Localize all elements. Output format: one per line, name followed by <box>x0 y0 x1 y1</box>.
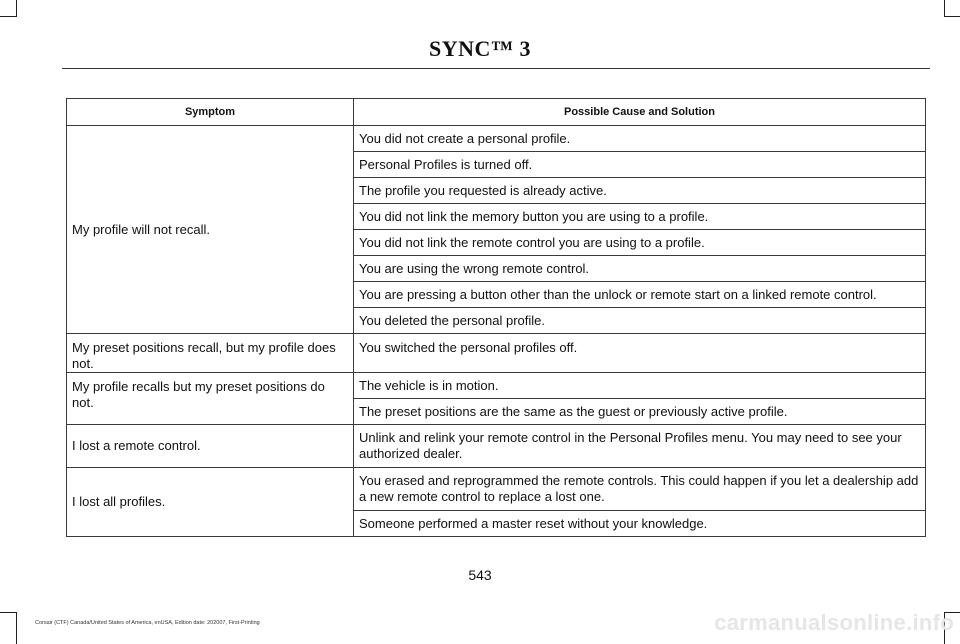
solution-cell: You deleted the personal profile. <box>354 308 926 334</box>
solution-cell: You switched the personal profiles off. <box>354 334 926 373</box>
table-row <box>67 373 926 399</box>
solution-cell: The profile you requested is already active. <box>354 178 926 204</box>
solution-cell: You are using the wrong remote control. <box>354 256 926 282</box>
troubleshooting-table <box>66 98 926 537</box>
solution-cell: You erased and reprogrammed the remote controls. This could happen if you let a dealership add a new remote control to replace a lost one. <box>354 468 926 511</box>
table-header-row <box>67 99 926 126</box>
solution-cell: You are pressing a button other than the unlock or remote start on a linked remote control. <box>354 282 926 308</box>
solution-cell: Personal Profiles is turned off. <box>354 152 926 178</box>
table-row <box>67 425 926 468</box>
crop-mark-bottom-left <box>0 612 17 644</box>
solution-cell: The preset positions are the same as the guest or previously active profile. <box>354 399 926 425</box>
solution-cell: Someone performed a master reset without your knowledge. <box>354 511 926 537</box>
solution-cell: Unlink and relink your remote control in the Personal Profiles menu. You may need to see your authorized dealer. <box>354 425 926 468</box>
site-watermark: carmanualsonline.info <box>714 610 954 635</box>
edition-footer: Corsair (CTF) Canada/United States of America, enUSA, Edition date: 202007, First-Printing <box>35 620 260 626</box>
crop-mark-top-left <box>0 0 17 17</box>
page-number: 543 <box>468 567 492 583</box>
column-header-symptom: Symptom <box>67 99 354 126</box>
column-header-solution: Possible Cause and Solution <box>354 99 926 126</box>
title-divider <box>62 68 930 69</box>
table-row <box>67 334 926 373</box>
solution-cell: You did not link the memory button you are using to a profile. <box>354 204 926 230</box>
symptom-cell: I lost all profiles. <box>67 468 354 537</box>
symptom-cell: My profile recalls but my preset positions do not. <box>67 373 354 425</box>
symptom-cell: My preset positions recall, but my profile does not. <box>67 334 354 373</box>
solution-cell: The vehicle is in motion. <box>354 373 926 399</box>
solution-cell: You did not link the remote control you are using to a profile. <box>354 230 926 256</box>
symptom-cell: I lost a remote control. <box>67 425 354 468</box>
table-row <box>67 468 926 511</box>
table-row <box>67 126 926 152</box>
crop-mark-top-right <box>944 0 960 17</box>
symptom-cell: My profile will not recall. <box>67 126 354 334</box>
solution-cell: You did not create a personal profile. <box>354 126 926 152</box>
page-title: SYNC™ 3 <box>429 36 531 61</box>
